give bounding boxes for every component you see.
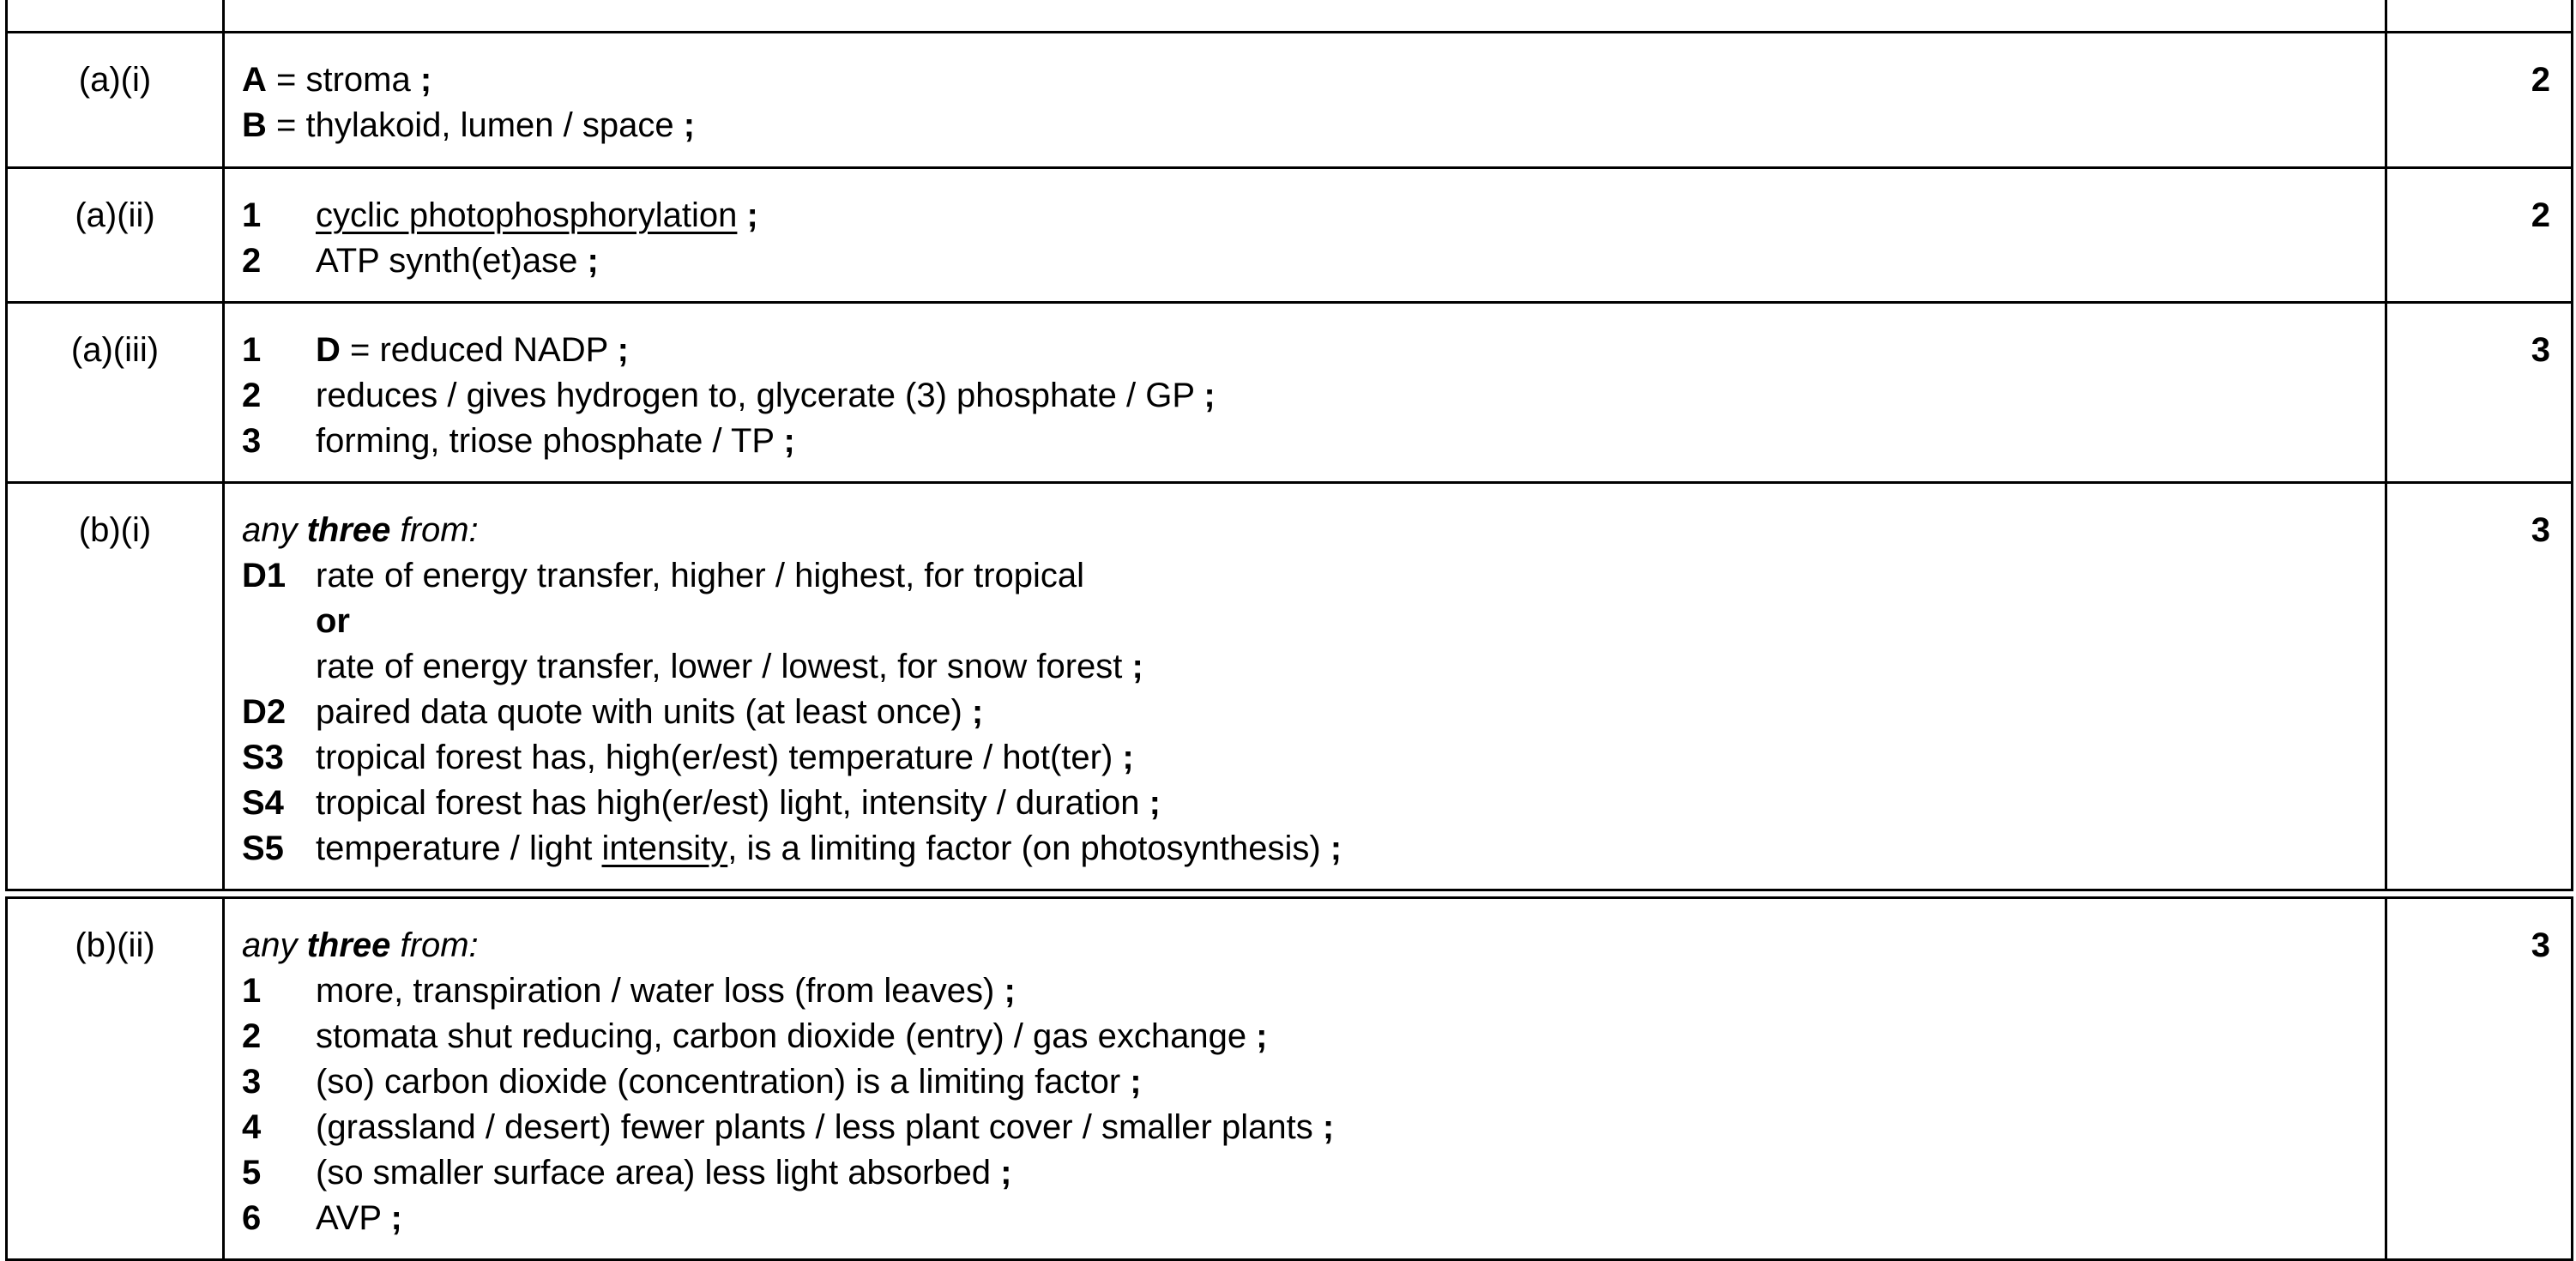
answer-line: 4 (grassland / desert) fewer plants / less plant cover / smaller plants ;	[242, 1108, 1335, 1146]
marks-value: 2	[2386, 33, 2573, 168]
answer-cell	[224, 483, 2386, 890]
marks-value: 3	[2386, 483, 2573, 890]
question-number: (b)(i)	[7, 483, 224, 890]
question-number: (a)(i)	[7, 33, 224, 168]
answer-intro: any three from:	[242, 511, 479, 549]
answer-line: 1 D = reduced NADP ;	[242, 331, 629, 369]
answer-cell	[224, 168, 2386, 303]
table-top-stub	[7, 0, 2573, 33]
answer-cell	[224, 33, 2386, 168]
marks-value: 2	[2386, 168, 2573, 303]
answer-intro: any three from:	[242, 926, 479, 964]
table-row	[7, 898, 2573, 1260]
answer-line: 2 ATP synth(et)ase ;	[242, 242, 599, 280]
answer-line: S5 temperature / light intensity , is a limiting factor (on photosynthesis) ;	[242, 830, 1342, 867]
mark-scheme-table	[5, 0, 2573, 1261]
answer-line: 3 (so) carbon dioxide (concentration) is a limiting factor ;	[242, 1063, 1142, 1101]
question-number: (b)(ii)	[7, 898, 224, 1260]
answer-line: rate of energy transfer, lower / lowest, for snow forest ;	[316, 648, 1143, 685]
answer-line: S3 tropical forest has, high(er/est) temperature / hot(ter) ;	[242, 739, 1134, 776]
question-number: (a)(ii)	[7, 168, 224, 303]
answer-line: D2 paired data quote with units (at least once) ;	[242, 693, 984, 731]
answer-line: 5 (so smaller surface area) less light absorbed ;	[242, 1154, 1012, 1192]
answer-line: A = stroma ;	[242, 61, 432, 99]
table-row	[7, 33, 2573, 168]
answer-line: 2 stomata shut reducing, carbon dioxide (entry) / gas exchange ;	[242, 1017, 1268, 1055]
answer-line: 1 cyclic photophosphorylation ;	[242, 196, 758, 234]
answer-line: 3 forming, triose phosphate / TP ;	[242, 422, 795, 460]
answer-line: 6 AVP ;	[242, 1199, 402, 1237]
question-number: (a)(iii)	[7, 303, 224, 483]
marks-value: 3	[2386, 898, 2573, 1260]
marks-value: 3	[2386, 303, 2573, 483]
table-row	[7, 303, 2573, 483]
answer-cell	[224, 303, 2386, 483]
table-row	[7, 483, 2573, 890]
answer-line: B = thylakoid, lumen / space ;	[242, 106, 696, 144]
table-row	[7, 168, 2573, 303]
answer-line: 1 more, transpiration / water loss (from leaves) ;	[242, 972, 1016, 1010]
answer-line: or	[316, 602, 350, 640]
answer-cell	[224, 898, 2386, 1260]
answer-line: 2 reduces / gives hydrogen to, glycerate (3) phosphate / GP ;	[242, 377, 1216, 414]
answer-line: D1 rate of energy transfer, higher / highest, for tropical	[242, 557, 1085, 594]
table-gap	[7, 890, 2573, 898]
answer-line: S4 tropical forest has high(er/est) light, intensity / duration ;	[242, 784, 1161, 822]
